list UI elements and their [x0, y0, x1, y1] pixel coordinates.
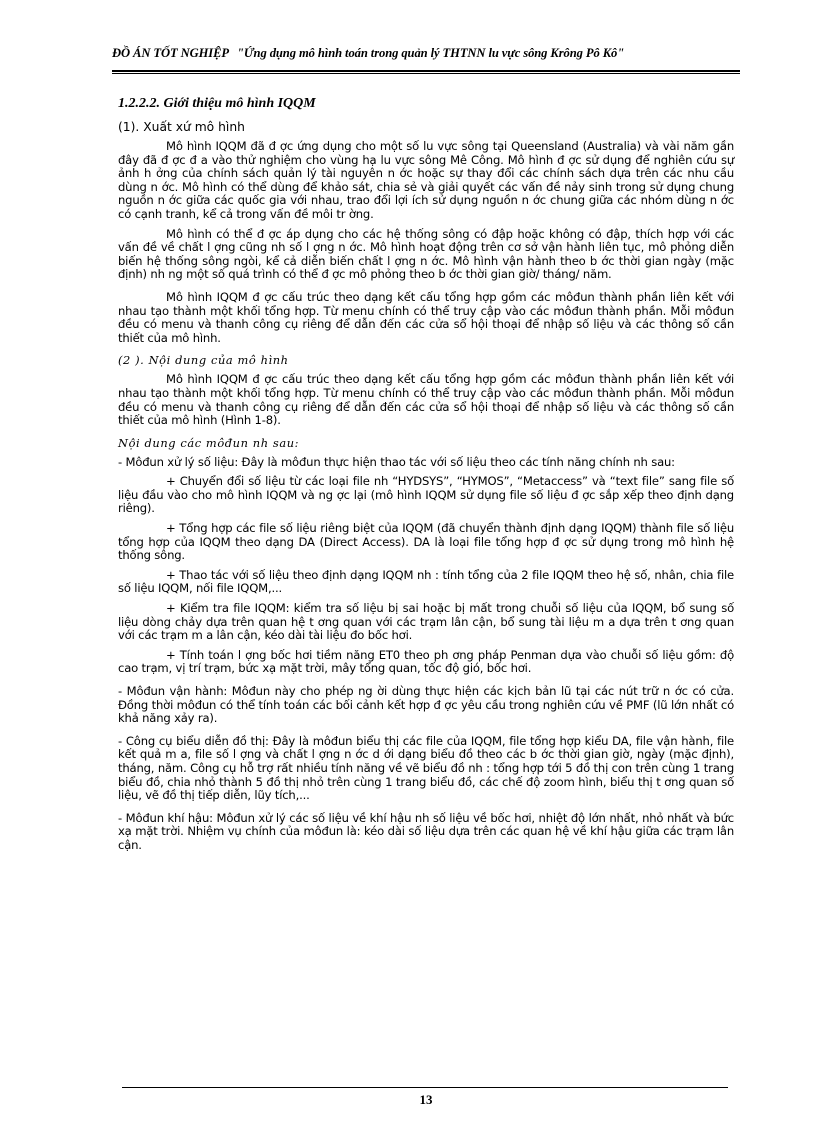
- header-rule: [112, 70, 740, 72]
- page-number: 13: [419, 1092, 433, 1107]
- data-module-intro: - Môđun xử lý số liệu: Đây là môđun thực hiện thao tác với số liệu theo các tính năng chính nh sau:: [118, 454, 675, 469]
- operation-module: - Môđun vận hành: Môđun này cho phép ng ời dùng thực hiện các kịch bản lũ tại các nút trữ n ớc có cửa. Đồng thời môđun có thể tính toán các bối cảnh kết hợp đ ợc yêu cầu trong nghiên cứu về PMF (lũ lớn nhất có khả năng xảy ra).: [118, 684, 734, 726]
- section-title: 1.2.2.2. Giới thiệu mô hình IQQM: [118, 96, 316, 111]
- content-paragraph: Mô hình IQQM đ ợc cấu trúc theo dạng kết cấu tổng hợp gồm các môđun thành phần liên kết với nhau tạo thành một khối tổng hợp. Từ menu chính có thể truy cập vào các môđun thành phần. Mỗi môđun đều có menu và thanh công cụ riêng để dẫn đến các cửa sổ hội thoại để nhập số liệu và các thông số cần thiết của mô hình (Hình 1-8).: [118, 372, 734, 428]
- origin-heading: (1). Xuất xứ mô hình: [118, 120, 245, 134]
- modules-heading: Nội dung các môđun nh sau:: [118, 435, 300, 450]
- header-rule-thin: [112, 73, 740, 74]
- data-module-bullet-2: + Tổng hợp các file số liệu riêng biệt của IQQM (đã chuyển thành định dạng IQQM) thành file số liệu tổng hợp của IQQM theo dạng DA (Direct Access). DA là loại file tổng hợp đ ợc sử dụng trong mô hình hệ thống sông.: [118, 521, 734, 563]
- page-content: [118, 92, 734, 859]
- origin-paragraph-1: Mô hình IQQM đã đ ợc ứng dụng cho một số lu vực sông tại Queensland (Australia) và vài năm gần đây đã đ ợc đ a vào thử nghiệm cho vùng hạ lu vực sông Mê Công. Mô hình đ ợc sử dụng để nghiên cứu sự ảnh h ởng của chính sách quản lý tài nguyên n ớc hoặc sự thay đổi các chính sách dựa trên các nhu cầu dùng n ớc. Mô hình có thể dùng để khảo sát, chia sẻ và giải quyết các vấn đề nảy sinh trong sử dụng chung nguồn n ớc giữa các quốc gia với nhau, trao đổi lợi ích sử dụng nguồn n ớc chung giữa các nhóm dùng n ớc có cạnh tranh, kể cả trong vấn đề môi tr ờng.: [118, 139, 734, 221]
- data-module-bullet-4: + Kiểm tra file IQQM: kiểm tra số liệu bị sai hoặc bị mất trong chuỗi số liệu của IQQM, bổ sung số liệu dòng chảy dựa trên quan hệ t ơng quan với các trạm lân cận, bổ sung tài liệu m a dựa trên t ơng quan với các trạm m a lân cận, kéo dài tài liệu đo bốc hơi.: [118, 601, 734, 643]
- header-title: "Ứng dụng mô hình toán trong quản lý THTNN lu vực sông Krông Pô Kô": [237, 46, 625, 60]
- data-module-bullet-3: + Thao tác với số liệu theo định dạng IQQM nh : tính tổng của 2 file IQQM theo hệ số, nhân, chia file số liệu IQQM, nối file IQQM,...: [118, 567, 734, 596]
- footer-rule: [122, 1087, 728, 1088]
- origin-paragraph-2: Mô hình có thể đ ợc áp dụng cho các hệ thống sông có đập hoặc không có đập, thích hợp với các vấn đề về chất l ợng cũng nh số l ợng n ớc. Mô hình hoạt động trên cơ sở vận hành liên tục, mô phỏng diễn biến hệ thống sông ngòi, kể cả diễn biến chất l ợng n ớc. Mô hình vận hành theo b ớc thời gian ngày (mặc định) nh ng một số quá trình có thể đ ợc mô phỏng theo b ớc thời gian giờ/ tháng/ năm.: [118, 226, 734, 282]
- origin-paragraph-3: Mô hình IQQM đ ợc cấu trúc theo dạng kết cấu tổng hợp gồm các môđun thành phần liên kết với nhau tạo thành một khối tổng hợp. Từ menu chính có thể truy cập vào các môđun thành phần. Mỗi môđun đều có menu và thanh công cụ riêng để dẫn đến các cửa sổ hội thoại để nhập số liệu và các thông số cần thiết của mô hình.: [118, 289, 734, 345]
- data-module-bullet-5: + Tính toán l ợng bốc hơi tiềm năng ET0 theo ph ơng pháp Penman dựa vào chuỗi số liệu gồm: độ cao trạm, vị trí trạm, bức xạ mặt trời, mây tổng quan, tốc độ gió, bốc hơi.: [118, 647, 734, 676]
- climate-module: - Môđun khí hậu: Môđun xử lý các số liệu về khí hậu nh số liệu về bốc hơi, nhiệt độ lớn nhất, nhỏ nhất và bức xạ mặt trời. Nhiệm vụ chính của môđun là: kéo dài số liệu dựa trên các quan hệ về khí hậu giữa các trạm lân cận.: [118, 810, 734, 852]
- header-left: ĐỒ ÁN TỐT NGHIỆP: [112, 46, 229, 60]
- content-heading: (2 ). Nội dung của mô hình: [118, 353, 289, 368]
- data-module-bullet-1: + Chuyển đổi số liệu từ các loại file nh “HYDSYS”, “HYMOS”, “Metaccess” và “text file” sang file số liệu đầu vào cho mô hình IQQM và ng ợc lại (mô hình IQQM sử dụng file số liệu đ ợc sắp xếp theo định dạng riêng).: [118, 474, 734, 516]
- page-header: [112, 46, 738, 61]
- chart-module: - Công cụ biểu diễn đồ thị: Đây là môđun biểu thị các file của IQQM, file tổng hợp kiểu DA, file vận hành, file kết quả m a, file số l ợng và chất l ợng n ớc d ới dạng biểu đồ theo các b ớc thời gian giờ, ngày (mặc định), tháng, năm. Công cụ hỗ trợ rất nhiều tính năng về vẽ biểu đồ nh : tổng hợp tới 5 đồ thị con trên cùng 1 trang biểu đồ, chia nhỏ thành 5 đồ thị nhỏ trên cùng 1 trang biểu đồ, các chế độ zoom hình, biểu thị t ơng quan số liệu, vẽ đồ thị tiếp diễn, lũy tích,...: [118, 733, 734, 803]
